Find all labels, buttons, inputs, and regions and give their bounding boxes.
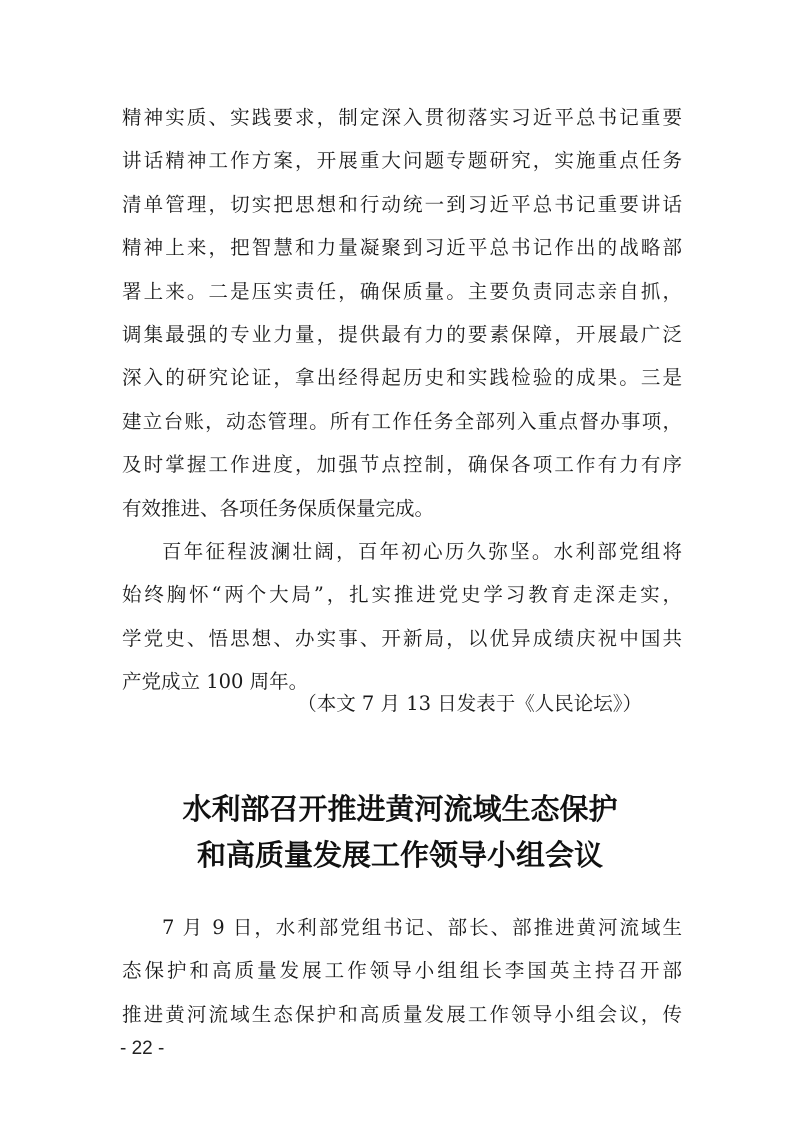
text-line: 精神实质、实践要求，制定深入贯彻落实习近平总书记重要 — [122, 106, 682, 129]
article-title — [100, 786, 700, 878]
text-line: 署上来。二是压实责任，确保质量。主要负责同志亲自抓， — [122, 279, 682, 303]
article-title-line: 和高质量发展工作领导小组会议 — [196, 838, 603, 872]
text-line: 讲话精神工作方案，开展重大问题专题研究，实施重点任务 — [122, 149, 682, 173]
text-line: 深入的研究论证，拿出经得起历史和实践检验的成果。三是 — [122, 366, 682, 390]
text-line: 有效推进、各项任务保质保量完成。 — [122, 496, 435, 520]
text-line: 精神上来，把智慧和力量凝聚到习近平总书记作出的战略部 — [122, 236, 682, 260]
page-number: - 22 - — [120, 1038, 165, 1059]
paragraph-1 — [122, 96, 682, 530]
paragraph-3 — [122, 906, 682, 1036]
article-title-line: 水利部召开推进黄河流域生态保护 — [182, 792, 618, 826]
text-line: 推进黄河流域生态保护和高质量发展工作领导小组会议，传 — [122, 1002, 682, 1026]
paragraph-2 — [122, 530, 682, 704]
text-line: 百年征程波澜壮阔，百年初心历久弥坚。水利部党组将 — [162, 539, 682, 563]
body-text-lower — [122, 906, 682, 1036]
body-text-upper — [122, 96, 682, 703]
text-line: 清单管理，切实把思想和行动统一到习近平总书记重要讲话 — [122, 192, 682, 216]
text-line: 7 月 9 日，水利部党组书记、部长、部推进黄河流域生 — [162, 916, 682, 939]
text-line: 及时掌握工作进度，加强节点控制，确保各项工作有力有序 — [122, 453, 682, 477]
text-line: 始终胸怀“两个大局”，扎实推进党史学习教育走深走实， — [122, 583, 682, 607]
text-line: 建立台账，动态管理。所有工作任务全部列入重点督办事项， — [122, 409, 682, 433]
text-line: 调集最强的专业力量，提供最有力的要素保障，开展最广泛 — [122, 322, 682, 346]
text-line: 产党成立 100 周年。 — [122, 670, 309, 694]
text-line: 态保护和高质量发展工作领导小组组长李国英主持召开部 — [122, 959, 682, 983]
source-byline: （本文 7 月 13 日发表于《人民论坛》） — [297, 692, 642, 715]
text-line: 学党史、悟思想、办实事、开新局，以优异成绩庆祝中国共 — [122, 626, 682, 650]
